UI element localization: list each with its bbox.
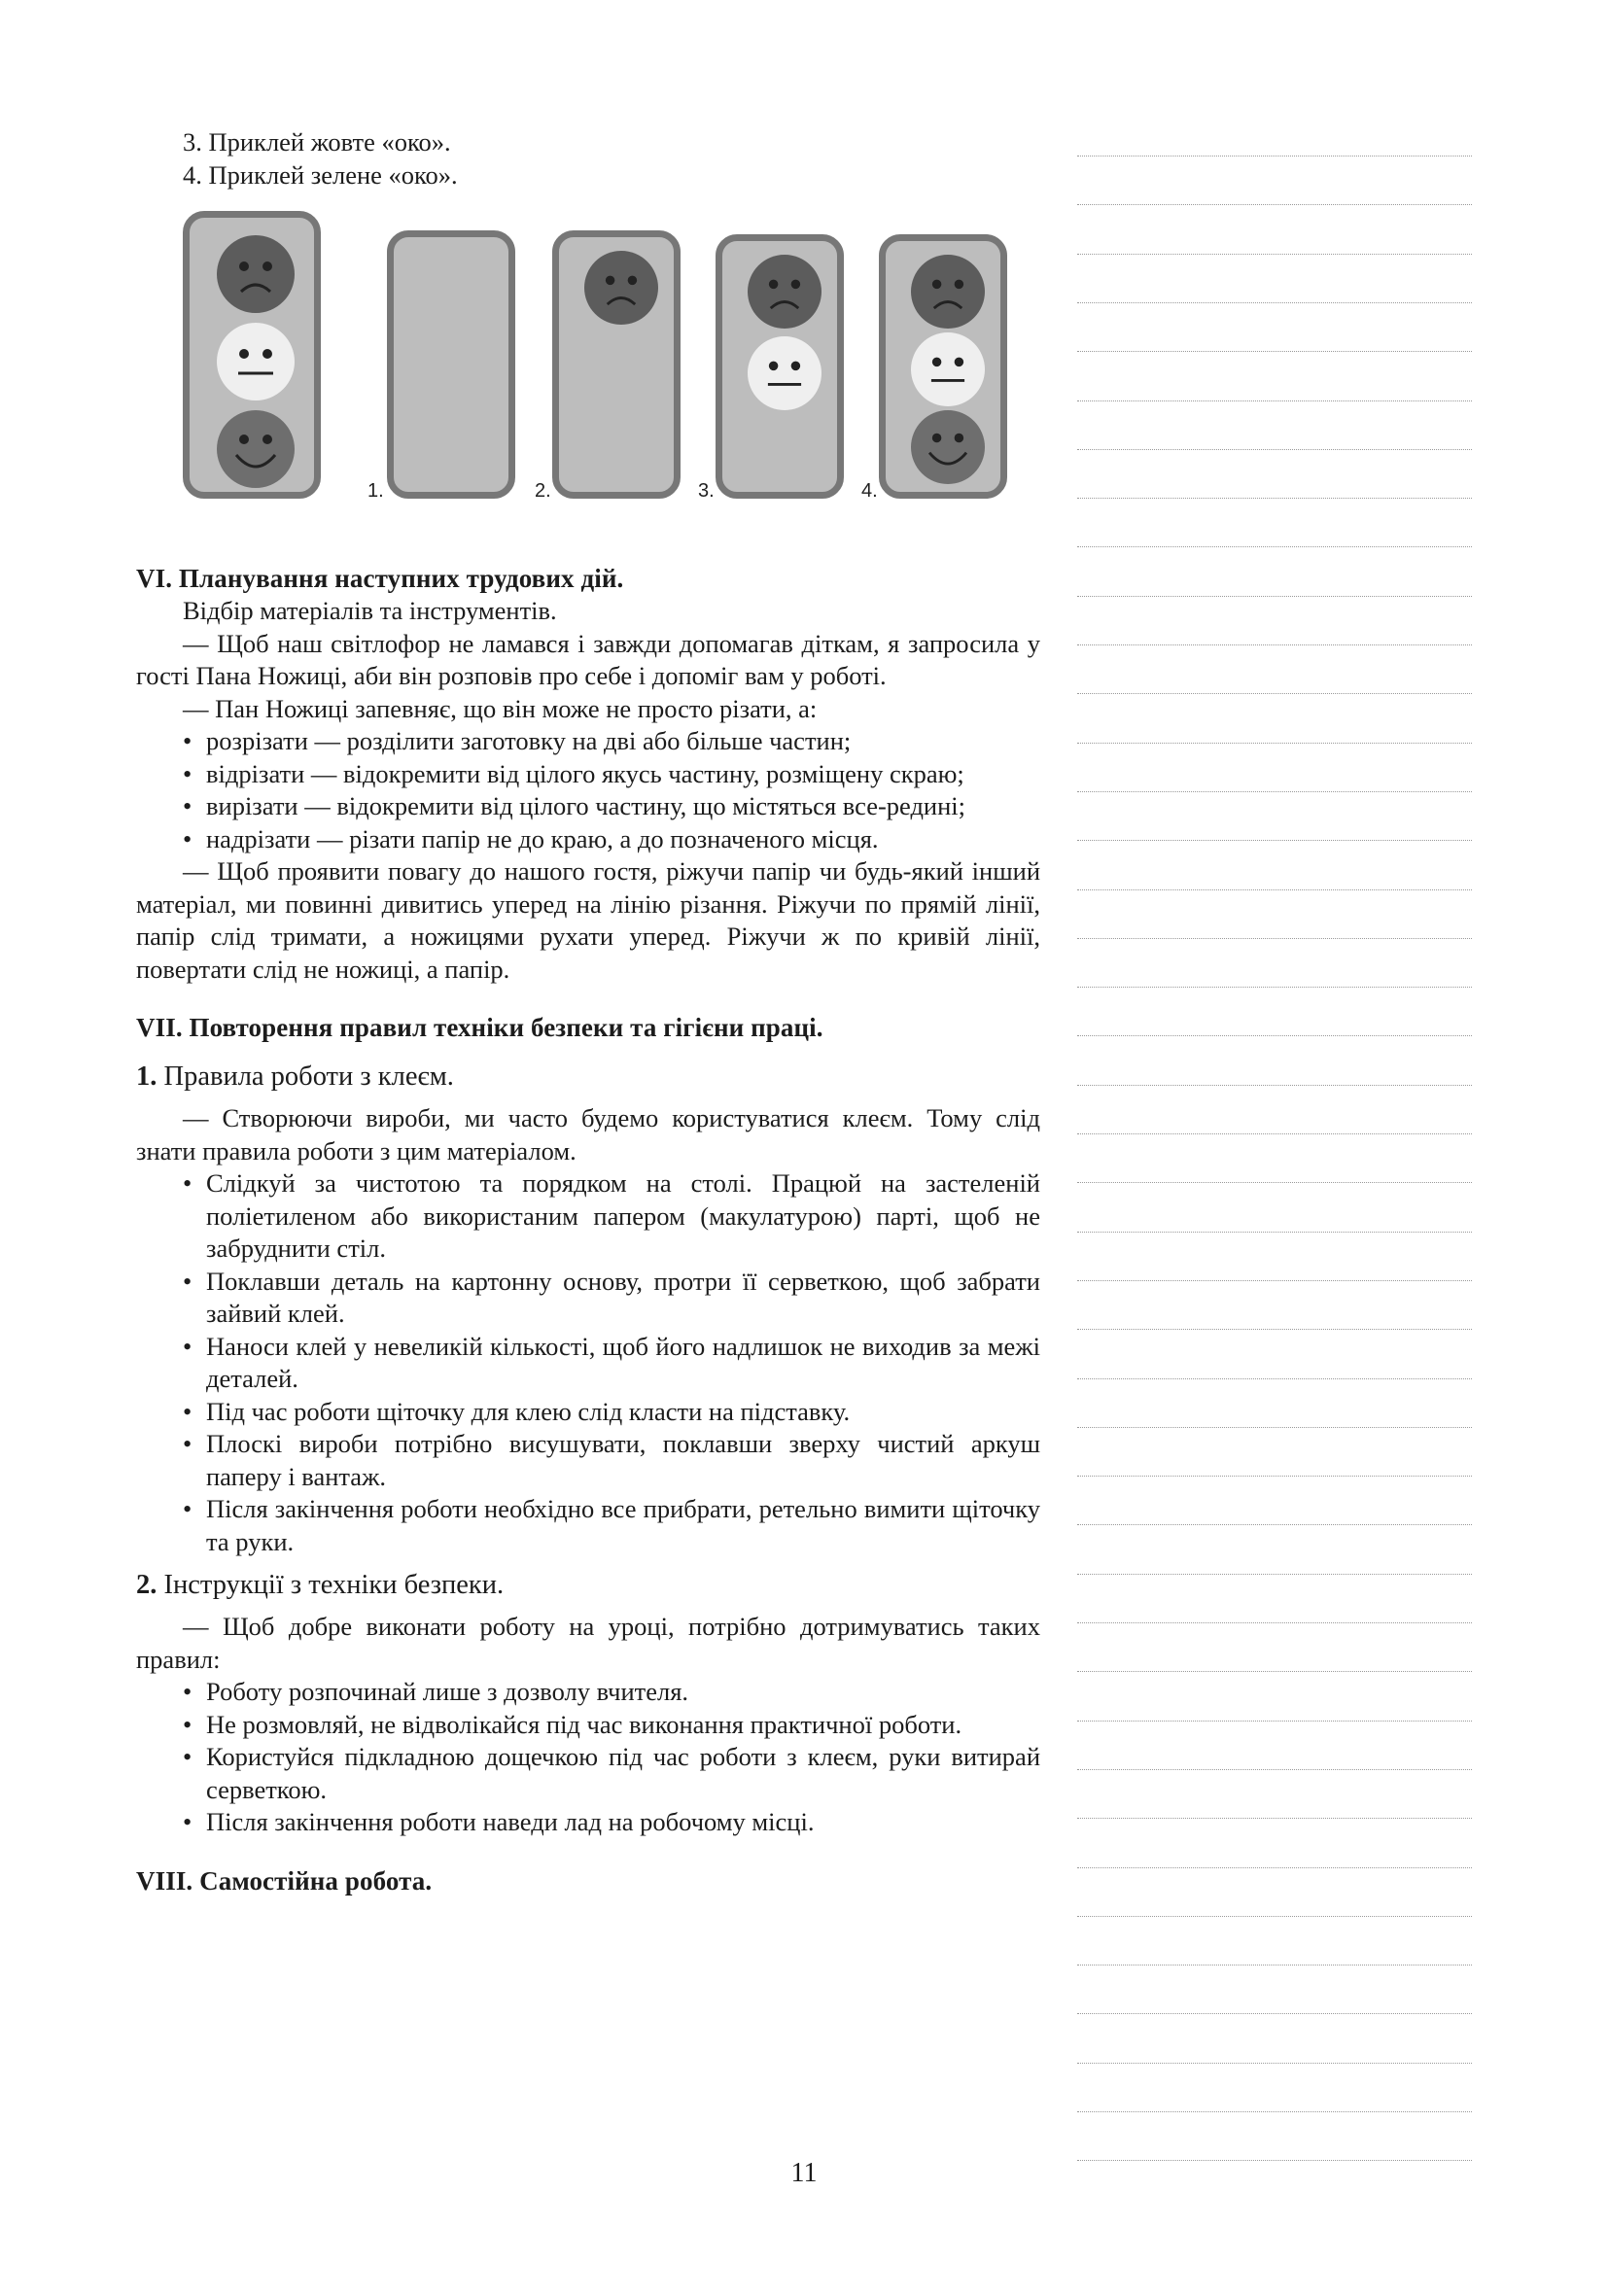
note-line [1077, 1232, 1472, 1233]
note-line [1077, 204, 1472, 205]
list-item: • відрізати — відокремити від цілого якусь частину, розміщену скраю; [183, 758, 964, 788]
section-7-p1: — Створюючи вироби, ми часто будемо користуватися клеєм. Тому слід знати правила роботи з цим матеріалом. [136, 1103, 1040, 1165]
note-line [1077, 1524, 1472, 1525]
main-column [136, 126, 1040, 1897]
list-item: • надрізати — різати папір не до краю, а до позначеного місця. [183, 823, 879, 853]
note-line [1077, 1965, 1472, 1966]
note-line [1077, 1378, 1472, 1379]
note-line [1077, 1867, 1472, 1868]
list-item: • Наноси клей у невеликій кількості, щоб його надлишок не виходив за межі деталей. [183, 1331, 1040, 1393]
note-line [1077, 693, 1472, 694]
note-line [1077, 1182, 1472, 1183]
note-line [1077, 1280, 1472, 1281]
step-label-2: 2. [535, 480, 551, 502]
list-item: • вирізати — відокремити від цілого частину, що містяться все-редині; [183, 791, 966, 820]
list-item: • розрізати — розділити заготовку на дві або більше частин; [183, 726, 852, 755]
note-line [1077, 1622, 1472, 1623]
traffic-light-figure [136, 211, 1040, 556]
section-6-p1: Відбір матеріалів та інструментів. [183, 596, 557, 625]
note-line [1077, 791, 1472, 792]
note-line [1077, 743, 1472, 744]
note-line [1077, 156, 1472, 157]
notes-margin [1077, 97, 1472, 2158]
note-line [1077, 1574, 1472, 1575]
intro-step-3: 3. Приклей жовте «око». [183, 127, 451, 157]
note-line [1077, 1818, 1472, 1819]
list-item: • Поклавши деталь на картонну основу, протри її серветкою, щоб забрати зайвий клей. [183, 1266, 1040, 1328]
section-6-p2: — Щоб наш світлофор не ламався і завжди допомагав діткам, я запросила у гості Пана Ножиці, аби він розповів про себе і допоміг вам у роботі. [136, 628, 1040, 690]
note-line [1077, 351, 1472, 352]
note-line [1077, 1916, 1472, 1917]
note-line [1077, 889, 1472, 890]
note-line [1077, 1133, 1472, 1134]
note-line [1077, 987, 1472, 988]
note-line [1077, 302, 1472, 303]
note-line [1077, 1085, 1472, 1086]
note-line [1077, 644, 1472, 645]
traffic-light-step-2 [552, 230, 681, 499]
step-label-4: 4. [861, 480, 878, 502]
note-line [1077, 1427, 1472, 1428]
note-line [1077, 449, 1472, 450]
note-line [1077, 1721, 1472, 1722]
section-7-title: VII. Повторення правил техніки безпеки та гігієни праці. [136, 1013, 823, 1042]
section-7-p2: — Щоб добре виконати роботу на уроці, потрібно дотримуватись таких правил: [136, 1612, 1040, 1674]
sad-face-icon [748, 255, 821, 329]
traffic-light-step-3 [716, 234, 844, 499]
traffic-light-complete [183, 211, 321, 499]
neutral-face-icon [217, 323, 295, 400]
note-line [1077, 2013, 1472, 2014]
note-line [1077, 596, 1472, 597]
list-item: • Після закінчення роботи наведи лад на робочому місці. [183, 1807, 815, 1836]
section-6-title: VI. Планування наступних трудових дій. [136, 564, 624, 593]
note-line [1077, 1769, 1472, 1770]
list-item: • Роботу розпочинай лише з дозволу вчителя. [183, 1677, 689, 1706]
note-line [1077, 546, 1472, 547]
list-item: • Не розмовляй, не відволікайся під час виконання практичної роботи. [183, 1709, 962, 1739]
neutral-face-icon [748, 336, 821, 410]
traffic-light-step-4 [879, 234, 1007, 499]
list-item: • Під час роботи щіточку для клею слід класти на підставку. [183, 1396, 851, 1426]
note-line [1077, 400, 1472, 401]
note-line [1077, 1035, 1472, 1036]
note-line [1077, 498, 1472, 499]
list-item: • Слідкуй за чистотою та порядком на столі. Працюй на застеленій поліетиленом або використаним папером (макулатурою) парті, щоб не забруднити стіл. [183, 1168, 1040, 1263]
section-7-sub-1: 1. Правила роботи з клеєм. [136, 1061, 454, 1092]
note-line [1077, 1476, 1472, 1477]
sad-face-icon [584, 251, 658, 325]
page-number: 11 [790, 2158, 818, 2188]
note-line [1077, 840, 1472, 841]
note-line [1077, 938, 1472, 939]
section-6-p3: — Пан Ножиці запевняє, що він може не просто різати, а: [183, 693, 818, 723]
happy-face-icon [911, 410, 985, 484]
note-line [1077, 1671, 1472, 1672]
traffic-light-step-1 [387, 230, 515, 499]
list-item: • Користуйся підкладною дощечкою під час роботи з клеєм, руки витирай серветкою. [183, 1742, 1040, 1804]
intro-step-4: 4. Приклей зелене «око». [183, 159, 458, 190]
note-line [1077, 2063, 1472, 2064]
list-item: • Після закінчення роботи необхідно все прибрати, ретельно вимити щіточку та руки. [183, 1494, 1040, 1556]
section-8-title: VIII. Самостійна робота. [136, 1865, 433, 1896]
happy-face-icon [217, 410, 295, 488]
neutral-face-icon [911, 332, 985, 406]
list-item: • Плоскі вироби потрібно висушувати, поклавши зверху чистий аркуш паперу і вантаж. [183, 1429, 1040, 1491]
sad-face-icon [217, 235, 295, 313]
note-line [1077, 1329, 1472, 1330]
step-label-3: 3. [698, 480, 715, 502]
note-line [1077, 2111, 1472, 2112]
section-7-sub-2: 2. Інструкції з техніки безпеки. [136, 1570, 505, 1600]
sad-face-icon [911, 255, 985, 329]
note-line [1077, 254, 1472, 255]
section-6-p4: — Щоб проявити повагу до нашого гостя, ріжучи папір чи будь-який інший матеріал, ми повинні дивитись уперед на лінію різання. Ріжучи по прямій лінії, папір слід тримати, а ножицями рухати уперед. Ріжучи ж по кривій лінії, повертати слід не ножиці, а папір. [136, 856, 1040, 984]
step-label-1: 1. [367, 480, 384, 502]
